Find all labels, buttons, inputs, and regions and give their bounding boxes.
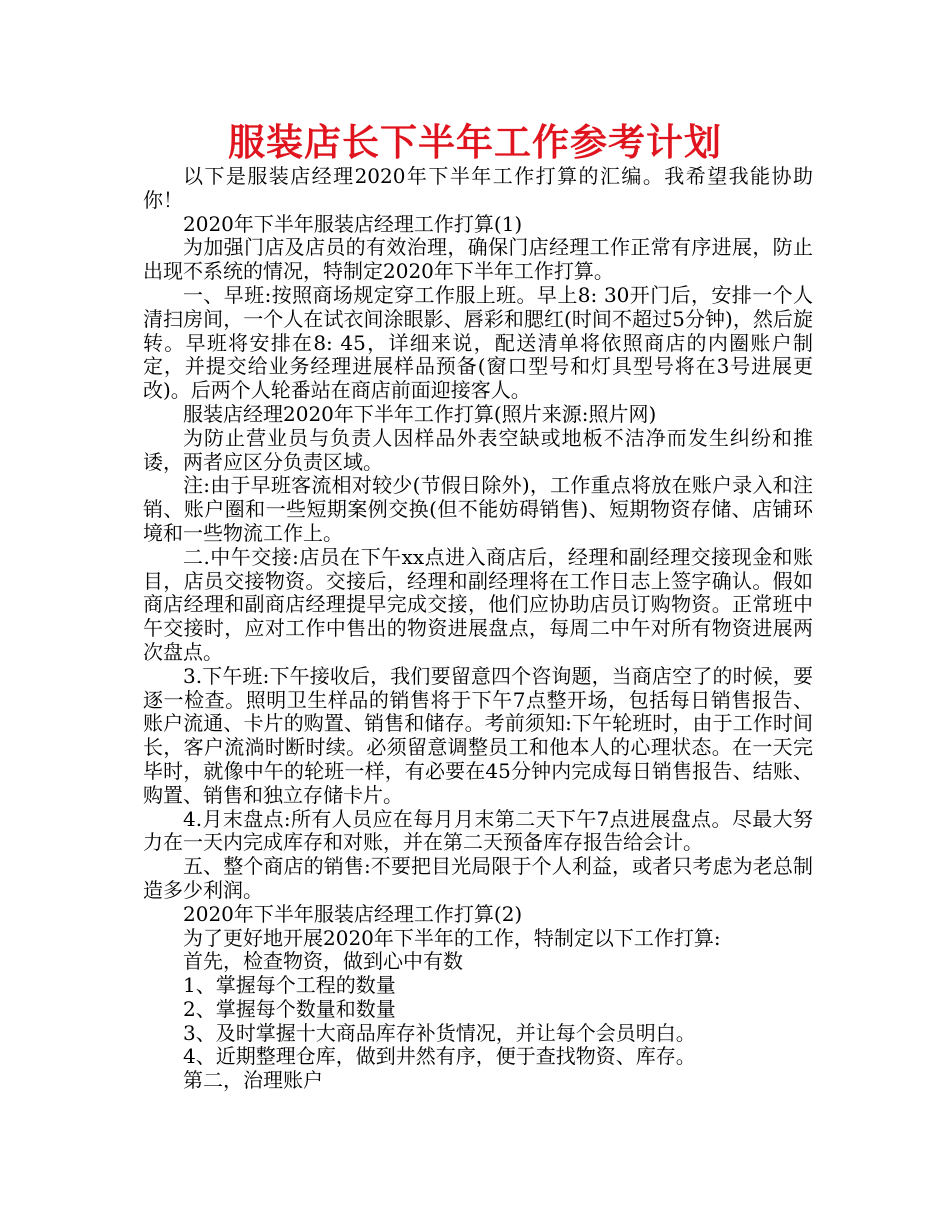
list-item-1: 1、掌握每个工程的数量 bbox=[183, 973, 396, 998]
list-item-4: 4、近期整理仓库，做到井然有序，便于查找物资、库存。 bbox=[183, 1044, 696, 1069]
list-item-3: 3、及时掌握十大商品库存补货情况，并让每个会员明白。 bbox=[183, 1020, 696, 1045]
paragraph-heading-plan-2: 2020年下半年服装店经理工作打算(2) bbox=[183, 901, 523, 926]
paragraph-second-accounts: 第二，治理账户 bbox=[183, 1068, 323, 1093]
paragraph-afternoon-shift: 3.下午班:下午接收后，我们要留意四个咨询题，当商店空了的时候，要逐一检查。照明卫生样品的销售将于下午7点整开场，包括每日销售报告、账户流通、卡片的购置、销售和储存。考前须知:下午轮班时，由于工作时间长，客户流淌时断时续。必须留意调整员工和他本人的心理状态。在一天完毕时，就像中午的轮班一样，有必要在45分钟内完成每日销售报告、结账、购置、销售和独立存储卡片。 bbox=[143, 663, 813, 807]
document-body bbox=[143, 165, 813, 1093]
paragraph-noon-handover: 二.中午交接:店员在下午xx点进入商店后，经理和副经理交接现金和账目，店员交接物资。交接后，经理和副经理将在工作日志上签字确认。假如商店经理和副商店经理提早完成交接，他们应协助店员订购物资。正常班中午交接时，应对工作中售出的物资进展盘点，每周二中午对所有物资进展两次盘点。 bbox=[143, 544, 813, 664]
paragraph-first-check: 首先，检查物资，做到心中有数 bbox=[183, 949, 463, 974]
paragraph-store-sales: 五、整个商店的销售:不要把目光局限于个人利益，或者只考虑为老总制造多少利润。 bbox=[143, 854, 813, 902]
paragraph-area-responsibility: 为防止营业员与负责人因样品外表空缺或地板不洁净而发生纠纷和推诿，两者应区分负责区域。 bbox=[143, 425, 813, 474]
paragraph-purpose: 为加强门店及店员的有效治理，确保门店经理工作正常有序进展，防止出现不系统的情况，特制定2020年下半年工作打算。 bbox=[143, 235, 813, 284]
paragraph-intro: 以下是服装店经理2020年下半年工作打算的汇编。我希望我能协助你！ bbox=[143, 164, 813, 212]
list-item-2: 2、掌握每个数量和数量 bbox=[183, 996, 396, 1021]
paragraph-morning-shift: 一、早班:按照商场规定穿工作服上班。早上8: 30开门后，安排一个人清扫房间，一个人在试衣间涂眼影、唇彩和腮红(时间不超过5分钟)，然后旋转。早班将安排在8: 45，详细来说，配送清单将依照商店的内圈账户制定，并提交给业务经理进展样品预备(窗口型号和灯具型号将在3号进展更改)。后两个人轮番站在商店前面迎接客人。 bbox=[143, 282, 813, 403]
paragraph-month-end-inventory: 4.月末盘点:所有人员应在每月月末第二天下午7点进展盘点。尽最大努力在一天内完成库存和对账，并在第二天预备库存报告给会计。 bbox=[143, 806, 813, 855]
paragraph-plan-2-intro: 为了更好地开展2020年下半年的工作，特制定以下工作打算: bbox=[183, 925, 721, 950]
document-title: 服装店长下半年工作参考计划 bbox=[228, 121, 722, 164]
paragraph-photo-source: 服装店经理2020年下半年工作打算(照片来源:照片网) bbox=[183, 401, 657, 426]
paragraph-note: 注:由于早班客流相对较少(节假日除外)，工作重点将放在账户录入和注销、账户圈和一些短期案例交换(但不能妨碍销售)、短期物资存储、店铺环境和一些物流工作上。 bbox=[143, 473, 813, 545]
paragraph-heading-plan-1: 2020年下半年服装店经理工作打算(1) bbox=[183, 211, 523, 236]
